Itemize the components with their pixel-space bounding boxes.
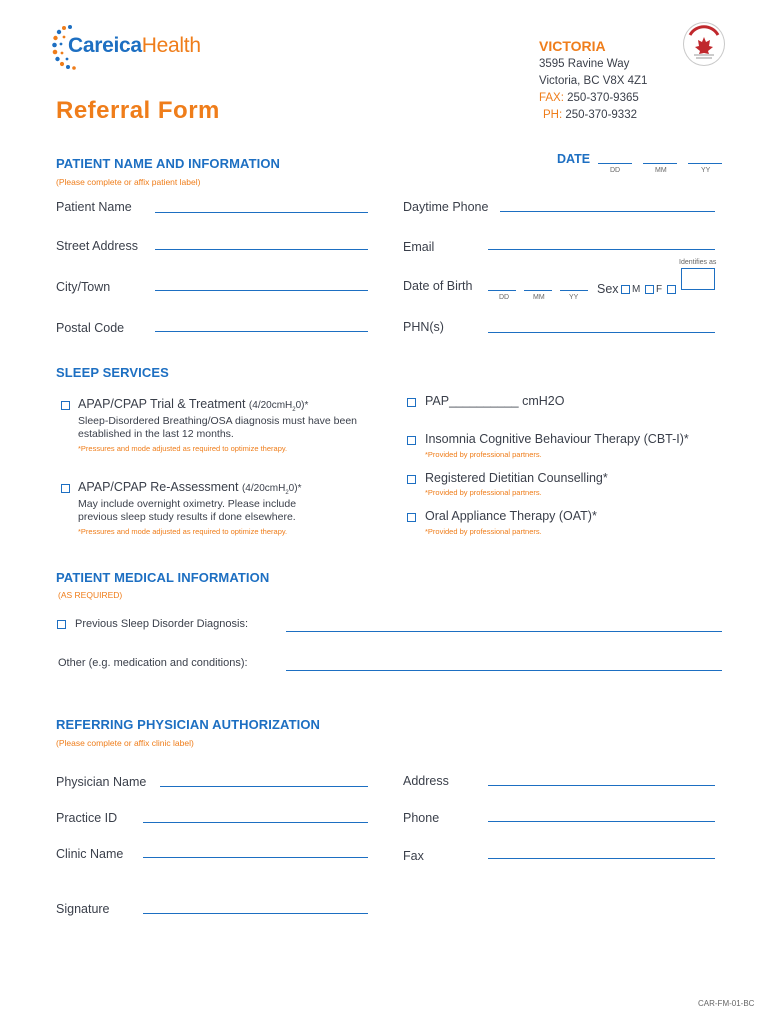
apap-trial-label: APAP/CPAP Trial & Treatment (4/20cmH$_2$0)* <box>78 397 309 413</box>
practice-id-label: Practice ID <box>56 811 118 825</box>
dob-dd-label: DD <box>499 294 510 301</box>
physician-name-label: Physician Name <box>56 775 147 789</box>
phn-label: PHN(s) <box>403 320 444 334</box>
date-dd-label: DD <box>610 167 621 174</box>
date-dd-field[interactable] <box>598 163 632 164</box>
patient-name-field[interactable] <box>155 212 368 213</box>
city-field[interactable] <box>155 290 368 291</box>
date-mm-label: MM <box>655 167 667 174</box>
dob-label: Date of Birth <box>403 279 473 293</box>
phn-field[interactable] <box>488 332 715 333</box>
location-fax: FAX: 250-370-9365 <box>539 92 639 104</box>
physician-phone-field[interactable] <box>488 821 715 822</box>
patient-note: (Please complete or affix patient label) <box>56 177 201 187</box>
sex-m-label: M <box>632 284 641 295</box>
email-label: Email <box>403 240 435 254</box>
postal-code-label: Postal Code <box>56 321 125 335</box>
apap-reassess-fineprint: *Pressures and mode adjusted as required to optimize therapy. <box>78 527 288 536</box>
dietitian-checkbox[interactable] <box>407 475 416 484</box>
physician-heading: REFERRING PHYSICIAN AUTHORIZATION <box>56 717 321 732</box>
physician-fax-field[interactable] <box>488 858 715 859</box>
identifies-as-label: Identifies as <box>679 259 717 266</box>
physician-note: (Please complete or affix clinic label) <box>56 738 194 748</box>
location-street: 3595 Ravine Way <box>539 58 630 70</box>
location-city-line: Victoria, BC V8X 4Z1 <box>539 75 648 87</box>
date-mm-field[interactable] <box>643 163 677 164</box>
signature-label: Signature <box>56 902 110 916</box>
previous-diagnosis-label: Previous Sleep Disorder Diagnosis: <box>75 618 249 630</box>
sex-f-label: F <box>656 284 663 295</box>
sex-m-checkbox[interactable] <box>621 285 630 294</box>
brand-name: CareicaHealth <box>68 34 201 57</box>
apap-trial-fineprint: *Pressures and mode adjusted as required to optimize therapy. <box>78 444 288 453</box>
apap-reassess-description: May include overnight oximetry. Please include previous sleep study results if done elsewhere. <box>78 498 297 523</box>
oat-fineprint: *Provided by professional partners. <box>425 527 542 536</box>
patient-name-label: Patient Name <box>56 200 132 214</box>
identifies-as-field[interactable] <box>681 268 715 290</box>
physician-name-field[interactable] <box>160 786 368 787</box>
apap-reassess-checkbox[interactable] <box>61 484 70 493</box>
accreditation-seal <box>683 22 725 66</box>
physician-phone-label: Phone <box>403 811 440 825</box>
sex-x-checkbox[interactable] <box>667 285 676 294</box>
medical-heading: PATIENT MEDICAL INFORMATION <box>56 570 270 585</box>
signature-field[interactable] <box>143 913 368 914</box>
date-yy-label: YY <box>701 167 711 174</box>
street-address-field[interactable] <box>155 249 368 250</box>
apap-trial-checkbox[interactable] <box>61 401 70 410</box>
dob-mm-label: MM <box>533 294 545 301</box>
pap-label: PAP__________ cmH2O <box>425 394 565 408</box>
dob-yy-label: YY <box>569 294 579 301</box>
location-phone: PH: 250-370-9332 <box>543 109 637 121</box>
apap-trial-description: Sleep-Disordered Breathing/OSA diagnosis must have been established in the last 12 months. <box>78 415 357 440</box>
dietitian-fineprint: *Provided by professional partners. <box>425 488 542 497</box>
sex-label: Sex <box>597 282 619 296</box>
previous-diagnosis-checkbox[interactable] <box>57 620 66 629</box>
oat-checkbox[interactable] <box>407 513 416 522</box>
cbti-fineprint: *Provided by professional partners. <box>425 450 542 459</box>
cbti-checkbox[interactable] <box>407 436 416 445</box>
dietitian-label: Registered Dietitian Counselling* <box>425 471 608 485</box>
email-field[interactable] <box>488 249 715 250</box>
practice-id-field[interactable] <box>143 822 368 823</box>
oat-label: Oral Appliance Therapy (OAT)* <box>425 509 597 523</box>
dob-mm-field[interactable] <box>524 290 552 291</box>
dob-dd-field[interactable] <box>488 290 516 291</box>
clinic-name-field[interactable] <box>143 857 368 858</box>
clinic-name-label: Clinic Name <box>56 847 124 861</box>
daytime-phone-field[interactable] <box>500 211 715 212</box>
physician-address-label: Address <box>403 774 449 788</box>
physician-fax-label: Fax <box>403 849 424 863</box>
location-city: VICTORIA <box>539 38 606 54</box>
other-info-field[interactable] <box>286 670 722 671</box>
date-label: DATE <box>557 152 591 166</box>
other-info-label: Other (e.g. medication and conditions): <box>58 657 248 669</box>
daytime-phone-label: Daytime Phone <box>403 200 489 214</box>
city-label: City/Town <box>56 280 111 294</box>
patient-heading: PATIENT NAME AND INFORMATION <box>56 156 281 171</box>
sleep-heading: SLEEP SERVICES <box>56 365 169 380</box>
physician-address-field[interactable] <box>488 785 715 786</box>
medical-note: (AS REQUIRED) <box>58 590 123 600</box>
cbti-label: Insomnia Cognitive Behaviour Therapy (CBT-I)* <box>425 432 689 446</box>
pap-checkbox[interactable] <box>407 398 416 407</box>
dob-yy-field[interactable] <box>560 290 588 291</box>
form-code: CAR-FM-01-BC <box>698 999 755 1008</box>
previous-diagnosis-field[interactable] <box>286 631 722 632</box>
sex-f-checkbox[interactable] <box>645 285 654 294</box>
street-address-label: Street Address <box>56 239 138 253</box>
form-title: Referral Form <box>56 97 220 124</box>
date-yy-field[interactable] <box>688 163 722 164</box>
postal-code-field[interactable] <box>155 331 368 332</box>
maple-leaf-icon <box>684 23 724 65</box>
apap-reassess-label: APAP/CPAP Re-Assessment (4/20cmH$_2$0)* <box>78 480 302 496</box>
